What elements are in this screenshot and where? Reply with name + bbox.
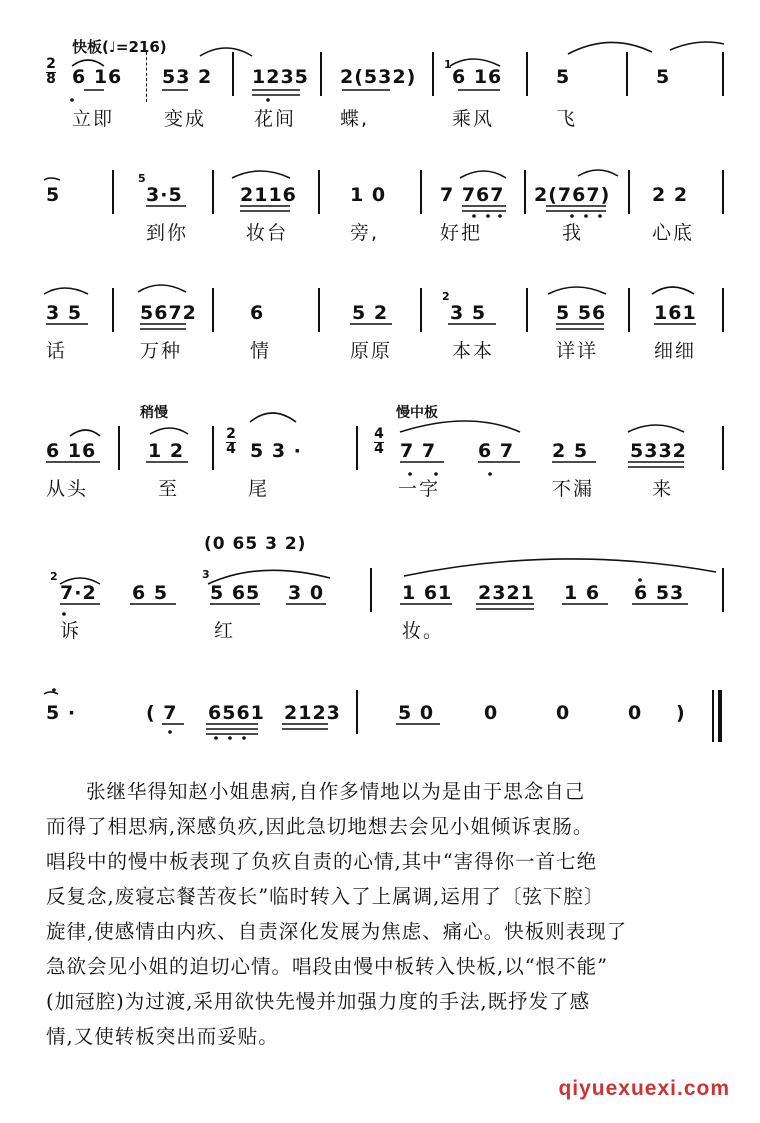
slur	[44, 178, 60, 180]
note-group: 6 16	[72, 66, 123, 88]
lyric: 乘风	[452, 108, 495, 130]
bar-line	[526, 288, 528, 332]
note-group: 2(767)	[534, 184, 611, 206]
note-group: 161	[654, 302, 697, 324]
lyric: 我	[562, 222, 584, 244]
slur	[44, 288, 88, 294]
note-group: 2 2	[652, 184, 689, 206]
slur	[548, 287, 606, 294]
commentary-line: 唱段中的慢中板表现了负疚自责的心情,其中“害得你一首七绝	[46, 850, 598, 873]
slur	[652, 287, 694, 294]
lyric: 花间	[254, 108, 297, 130]
note-group: 5332	[630, 440, 687, 462]
note-group: 0	[484, 702, 499, 724]
note-group: 7·2	[60, 582, 97, 604]
lyric: 话	[46, 340, 68, 362]
slur	[450, 59, 500, 66]
note-group: 3 5	[450, 302, 487, 324]
note-group: 2116	[240, 184, 297, 206]
commentary-paragraph	[46, 774, 716, 1054]
commentary-line: 反复念,废寝忘餐苦夜长”临时转入了上属调,运用了〔弦下腔〕	[46, 885, 605, 908]
note-group: 3 5	[46, 302, 83, 324]
lyric: 至	[158, 478, 180, 500]
bar-line	[212, 170, 214, 214]
note-group: 5 65	[210, 582, 261, 604]
accompaniment-notes: (0 65 3 2)	[204, 534, 307, 554]
grace-note: 3	[202, 568, 210, 581]
note-group: )	[676, 702, 686, 724]
bar-line	[370, 568, 372, 612]
lyric: 本本	[452, 340, 495, 362]
note-group: ( 7	[146, 702, 178, 724]
note-group: 1 6	[564, 582, 601, 604]
lyric: 一字	[398, 478, 441, 500]
commentary-line: 而得了相思病,深感负疚,因此急切地想去会见小姐倾诉衷肠。	[46, 815, 594, 838]
bar-line	[722, 426, 724, 470]
bar-line	[212, 288, 214, 332]
final-bar-thick	[718, 690, 722, 742]
bar-line	[526, 52, 528, 96]
site-watermark: qiyuexuexi.com	[558, 1077, 730, 1100]
note-group: 6561	[208, 702, 265, 724]
note-group: 6	[250, 302, 265, 324]
commentary-line: 旋律,使感情由内疚、自责深化发展为焦虑、痛心。快板则表现了	[46, 920, 628, 943]
note-group: 7 767	[440, 184, 505, 206]
note-group: 5 0	[398, 702, 435, 724]
lyric: 万种	[140, 340, 183, 362]
lyric: 变成	[164, 108, 207, 130]
slur	[578, 170, 618, 176]
note-group: 6 16	[452, 66, 503, 88]
lyric: 好把	[440, 222, 483, 244]
commentary-line: 张继华得知赵小姐患病,自作多情地以为是由于思念自己	[86, 780, 586, 803]
note-group: 5 56	[556, 302, 607, 324]
lyric: 立即	[72, 108, 115, 130]
slur	[138, 285, 186, 292]
slur	[250, 413, 296, 422]
note-group: 7 7	[400, 440, 437, 462]
note-group: 2321	[478, 582, 535, 604]
bar-line	[356, 690, 358, 734]
bar-line-dashed	[146, 52, 149, 102]
tempo-marking: 稍慢	[140, 405, 168, 421]
note-group: 0	[556, 702, 571, 724]
bar-line	[722, 568, 724, 612]
slur	[200, 48, 252, 56]
note-group: 5	[46, 184, 61, 206]
lyric: 蝶,	[340, 108, 370, 130]
lyric: 情	[250, 340, 272, 362]
bar-line	[722, 170, 724, 214]
slur	[628, 425, 684, 432]
note-group: 2123	[284, 702, 341, 724]
time-signature: 2 4	[226, 426, 236, 457]
lyric: 心底	[652, 222, 695, 244]
lyric: 妆。	[402, 620, 445, 642]
time-signature: 4 4	[374, 426, 384, 457]
note-group: 1 2	[148, 440, 185, 462]
slur	[400, 421, 520, 432]
bar-line	[420, 288, 422, 332]
note-group: 3 0	[288, 582, 325, 604]
bar-line	[112, 170, 114, 214]
bar-line	[420, 170, 422, 214]
lyric: 红	[214, 620, 236, 642]
bar-line	[320, 52, 322, 96]
slur	[568, 42, 652, 54]
note-group: 2 5	[552, 440, 589, 462]
time-signature: 2 8	[46, 56, 56, 87]
slur	[460, 171, 506, 178]
bar-line	[112, 288, 114, 332]
note-group: 0	[628, 702, 643, 724]
bar-line	[118, 426, 120, 470]
grace-note: 2	[50, 570, 58, 583]
slur	[232, 171, 290, 178]
note-group: 6 7	[478, 440, 515, 462]
slur	[70, 430, 100, 436]
grace-note: 1	[444, 58, 452, 71]
commentary-line: 急欲会见小姐的迫切心情。唱段由慢中板转入快板,以“恨不能”	[46, 955, 609, 978]
bar-line	[212, 426, 214, 470]
note-group: 5	[556, 66, 571, 88]
lyric: 从头	[46, 478, 89, 500]
lyric: 旁,	[350, 222, 380, 244]
note-group: 1 61	[402, 582, 453, 604]
lyric: 到你	[146, 222, 189, 244]
note-group: 1 0	[350, 184, 387, 206]
note-group: 5 ·	[46, 702, 77, 724]
note-group: 53 2	[162, 66, 213, 88]
lyric: 原原	[350, 340, 393, 362]
note-group: 5 2	[352, 302, 389, 324]
grace-note: 5	[138, 172, 146, 185]
note-group: 1235	[252, 66, 309, 88]
bar-line	[318, 170, 320, 214]
note-group: 6 5	[132, 582, 169, 604]
note-group: 6 16	[46, 440, 97, 462]
tempo-marking: 慢中板	[396, 405, 438, 421]
bar-line	[628, 288, 630, 332]
lyric: 飞	[556, 108, 578, 130]
lyric: 尾	[248, 478, 270, 500]
note-group: 5 3 ·	[250, 440, 302, 462]
lyric: 诉	[60, 620, 82, 642]
bar-line	[524, 170, 526, 214]
bar-line	[318, 288, 320, 332]
grace-note: 2	[442, 290, 450, 303]
slur	[670, 42, 724, 50]
lyric: 细细	[654, 340, 697, 362]
bar-line	[722, 288, 724, 332]
final-bar-thin	[712, 690, 714, 742]
note-group: 3·5	[146, 184, 183, 206]
note-group: 2(532)	[340, 66, 417, 88]
lyric: 来	[652, 478, 674, 500]
tempo-marking: 快板(♩=216)	[72, 38, 167, 56]
slur	[44, 692, 58, 694]
commentary-line: (加冠腔)为过渡,采用欲快先慢并加强力度的手法,既抒发了感	[46, 990, 591, 1013]
bar-line	[626, 52, 628, 96]
slur	[404, 559, 716, 576]
bar-line	[628, 170, 630, 214]
lyric: 妆台	[246, 222, 289, 244]
note-group: 5672	[140, 302, 197, 324]
lyric: 详详	[556, 340, 599, 362]
note-group: 5	[656, 66, 671, 88]
slur	[150, 428, 188, 434]
bar-line	[356, 426, 358, 470]
bar-line	[432, 52, 434, 96]
bar-line	[232, 52, 234, 96]
bar-line	[722, 52, 724, 96]
commentary-line: 情,又使转板突出而妥贴。	[46, 1025, 279, 1048]
lyric: 不漏	[552, 478, 595, 500]
note-group: 6 53	[634, 582, 685, 604]
